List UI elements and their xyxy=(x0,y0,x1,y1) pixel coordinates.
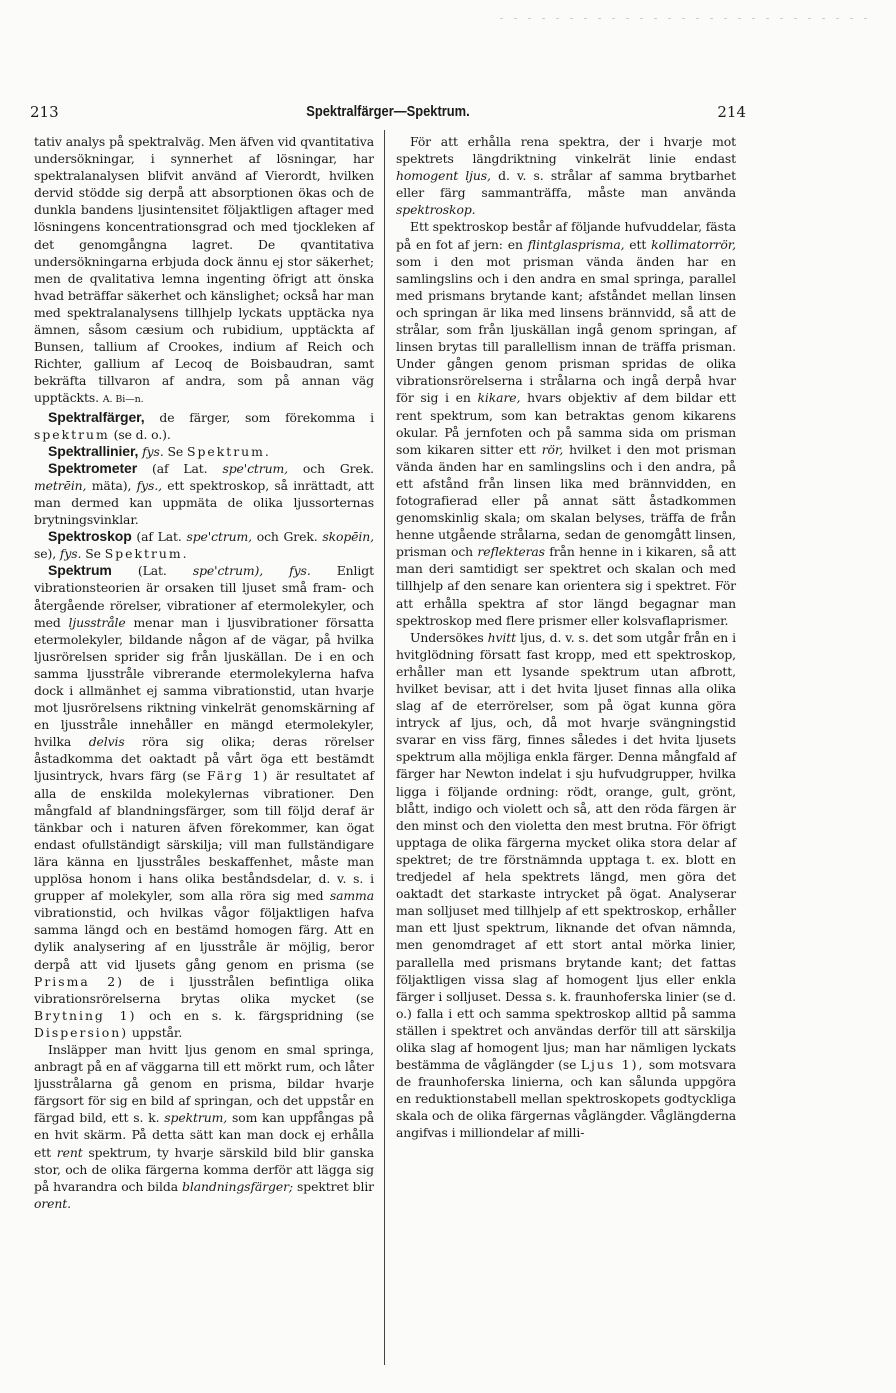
cross-reference: Ljus 1), xyxy=(580,1057,645,1073)
running-title: Spektralfärger—Spektrum. xyxy=(306,103,470,120)
scan-artifact-line xyxy=(500,18,870,19)
paragraph-white-light: Insläpper man hvitt ljus genom en smal springa, anbragt på en af väggarna till ett mörkt rum, och låter ljusstrålarna gå genom en prisma, bildar hvarje färgsort för sig en bild af springan, och det uppstår en färgad bild, ett s. k. spektrum, som kan uppfångas på en hvit skärm. På detta sätt kan man dock ej erhålla ett rent spektrum, ty hvarje särskild bild blir ganska stor, och de olika färgerna komma derför att lägga sig på hvarandra och bilda blandningsfärger; spektret blir orent. xyxy=(34,1041,374,1211)
cross-reference: Prisma 2) xyxy=(34,973,124,989)
cross-reference: spektrum xyxy=(34,426,110,442)
cross-reference: Dispersion) xyxy=(34,1024,129,1040)
headword: Spektrum xyxy=(48,562,112,579)
headword: Spektrallinier, xyxy=(48,442,139,459)
cross-reference: Brytning 1) xyxy=(34,1007,137,1023)
paragraph-pure-spectra: För att erhålla rena spektra, der i hvarje mot spektrets längdriktning vinkelrät linie endast homogent ljus, d. v. s. strålar af samma brytbarhet eller färg sammanträffa, måste man använda spektroskop. xyxy=(396,134,736,218)
entry-spektrallinier: Spektrallinier, fys. Se Spektrum. xyxy=(48,442,271,459)
cross-reference: Spektrum. xyxy=(186,443,271,459)
entry-spektrometer: Spektrometer (af Lat. spe'ctrum, och Grek. metrēin, mäta), fys., ett spektroskop, så inrättadt, att man dermed kan uppmäta de olika ljussorternas brytningsvinklar. xyxy=(34,459,374,528)
cross-reference: Färg 1) xyxy=(207,768,270,784)
right-column xyxy=(396,133,736,1142)
cross-reference: Spektrum. xyxy=(104,546,189,562)
paragraph-white-light-spectrum: Undersökes hvitt ljus, d. v. s. det som utgår från en i hvitglödning försatt fast kropp, med ett spektroskop, erhåller man ett lysande spektrum utan afbrott, hvilket bevisar, att i det hvita ljuset finnas alla olika slag af de eterrörelser, som på ögat kunna göra intryck af ljus, och, då mot hvarje svängningstid svarar en viss färg, finnes således i det hvita ljusets spektrum alla möjliga enkla färger. Denna mångfald af färger har Newton indelat i sju hufvudgrupper, hvilka ligga i följande ordning: rödt, orange, gult, grönt, blått, indigo och violett och så, att den röda färgen är den minst och den violetta den mest brutna. För öfrigt upptaga de olika färgerna mycket olika stora delar af spektret; de tre förstnämnda upptaga t. ex. blott en tredjedel af hela spektrets längd, men göra det oaktadt det starkaste intrycket på ögat. Analyserar man solljuset med tillhjelp af ett spektroskop, erhåller man ett ljust spektrum, liknande det ofvan nämnda, men genomdraget af ett stort antal mörka linier, parallella med prismans brytande kant; det fattas följaktligen vissa slag af homogent ljus eller enkla färger i solljuset. Dessa s. k. fraunhoferska linier (se d. o.) falla i ett och samma spektroskop alltid på samma ställen i spektret och användas derför till att särskilja olika slag af homogent ljus; man har nämligen lyckats bestämma de våglängder (se Ljus 1), som motsvara de fraunhoferska linierna, och kan sålunda uppgöra en reduktionstabell mellan spektroskopets godtyckliga skala och de olika färgernas våglängder. Våglängderna angifvas i milliondelar af milli- xyxy=(396,629,737,1141)
paragraph-analysis: tativ analys på spektralväg. Men äfven vid qvantitativa undersökningar, i synnerhet af lösningar, har spektralanalysen blifvit använd af Vierordt, hvilken dervid stödde sig derpå att absorptionen ökas och de dunkla bandens ljusintensitet följaktligen aftager med lösningens koncentrationsgrad och med tjockleken af det genomgångna lagret. De qvantitativa undersökningarna erbjuda dock ännu ej stor säkerhet; men de qvalitativa lemna ingenting öfrigt att önska hvad beträffar säkerhet och känslighet; också har man med spektralanalysens tillhjelp lyckats upptäcka nya ämnen, såsom cæsium och rubidium, upptäckta af Bunsen, tallium af Crookes, indium af Reich och Richter, gallium af Lecoq de Boisbaudran, samt bekräfta tillvaron af andra, som på annan väg upptäckts. A. Bi—n. xyxy=(34,134,374,406)
page-number-left: 213 xyxy=(30,103,59,121)
headword: Spektralfärger, xyxy=(48,408,145,425)
paragraph-spectroscope-parts: Ett spektroskop består af följande hufvuddelar, fästa på en fot af jern: en flintglasprisma, ett kollimatorrör, som i den mot prisman vända änden har en samlingslins och i den andra en smal springa, parallel med prismans brytande kant; afståndet mellan linsen och springan är lika med linsens brännvidd, så att de strålar, som från ljuskällan ingå genom springan, af linsen brytas till parallellism innan de träffa prisman. Under gången genom prisman spridas de olika vibrationsrörelserna i strålarna och ingå derpå hvar för sig i en kikare, hvars objektiv af dem bildar ett rent spektrum, som kan betraktas genom kikarens okular. På jernfoten och på samma sida om prisman som kikaren sitter ett rör, hvilket i den mot prisman vända änden har en samlingslins och i den andra, på ett afstånd från linsen lika med brännvidden, en fotografierad eller på annat sätt åstadkommen genomskinlig skala; om skalan belyses, träffa de från henne utgående strålarna, sedan de genomgått linsen, prisman och reflekteras från henne in i kikaren, så att man deri samtidigt ser spektret och skalan och med tillhjelp af den senare kan orientera sig i spektret. För att erhålla spektra af stor längd begagnar man spektroskop med flere prismer eller kolsvaflaprismer. xyxy=(396,219,737,628)
page-number-right: 214 xyxy=(717,103,746,121)
page-header xyxy=(30,103,746,123)
author-signature: A. Bi—n. xyxy=(102,394,144,406)
left-column xyxy=(34,133,374,1212)
column-divider xyxy=(384,130,385,1365)
entry-spektroskop: Spektroskop (af Lat. spe'ctrum, och Grek. skopēin, se), fys. Se Spektrum. xyxy=(34,528,374,562)
headword: Spektrometer xyxy=(48,459,138,476)
headword: Spektroskop xyxy=(48,528,132,545)
entry-spektrum: Spektrum (Lat. spe'ctrum), fys. Enligt vibrationsteorien är orsaken till ljuset små fram- och återgående rörelser, vibrationer af etermolekyler, och med ljusstråle menar man i ljusvibrationer försatta etermolekyler, bildande någon af de vägar, på hvilka ljusrörelsen sprider sig från ljuskällan. De i en och samma ljusstråle vibrerande etermolekylerna hafva dock i allmänhet ej samma vibrationstid, utan hvarje mot ljusrörelsens riktning vinkelrät genomskärning af en ljusstråle innehåller en mängd etermolekyler, hvilka delvis röra sig olika; deras rörelser åstadkomma det oaktadt på vårt öga ett bestämdt ljusintryck, hvars färg (se Färg 1) är resultatet af alla de enskilda molekylernas vibrationer. Den mångfald af blandningsfärger, som till följd deraf är tänkbar och i naturen äfven förekommer, kan ögat endast ofullständigt särskilja; vill man fullständigare lära känna en ljusstråles beskaffenhet, måste man upplösa honom i hans olika beståndsdelar, d. v. s. i grupper af molekyler, som alla röra sig med samma vibrationstid, och hvilkas vågor följaktligen hafva samma längd och en bestämd homogen färg. Att en dylik analysering af en ljusstråle är möjlig, beror derpå att vid ljusets gång genom en prisma (se Prisma 2) de i ljusstrålen befintliga olika vibrationsrörelserna brytas olika mycket (se Brytning 1) och en s. k. färgspridning (se Dispersion) uppstår. xyxy=(34,562,374,1040)
entry-spektralfarger: Spektralfärger, de färger, som förekomma i spektrum (se d. o.). xyxy=(34,408,374,442)
